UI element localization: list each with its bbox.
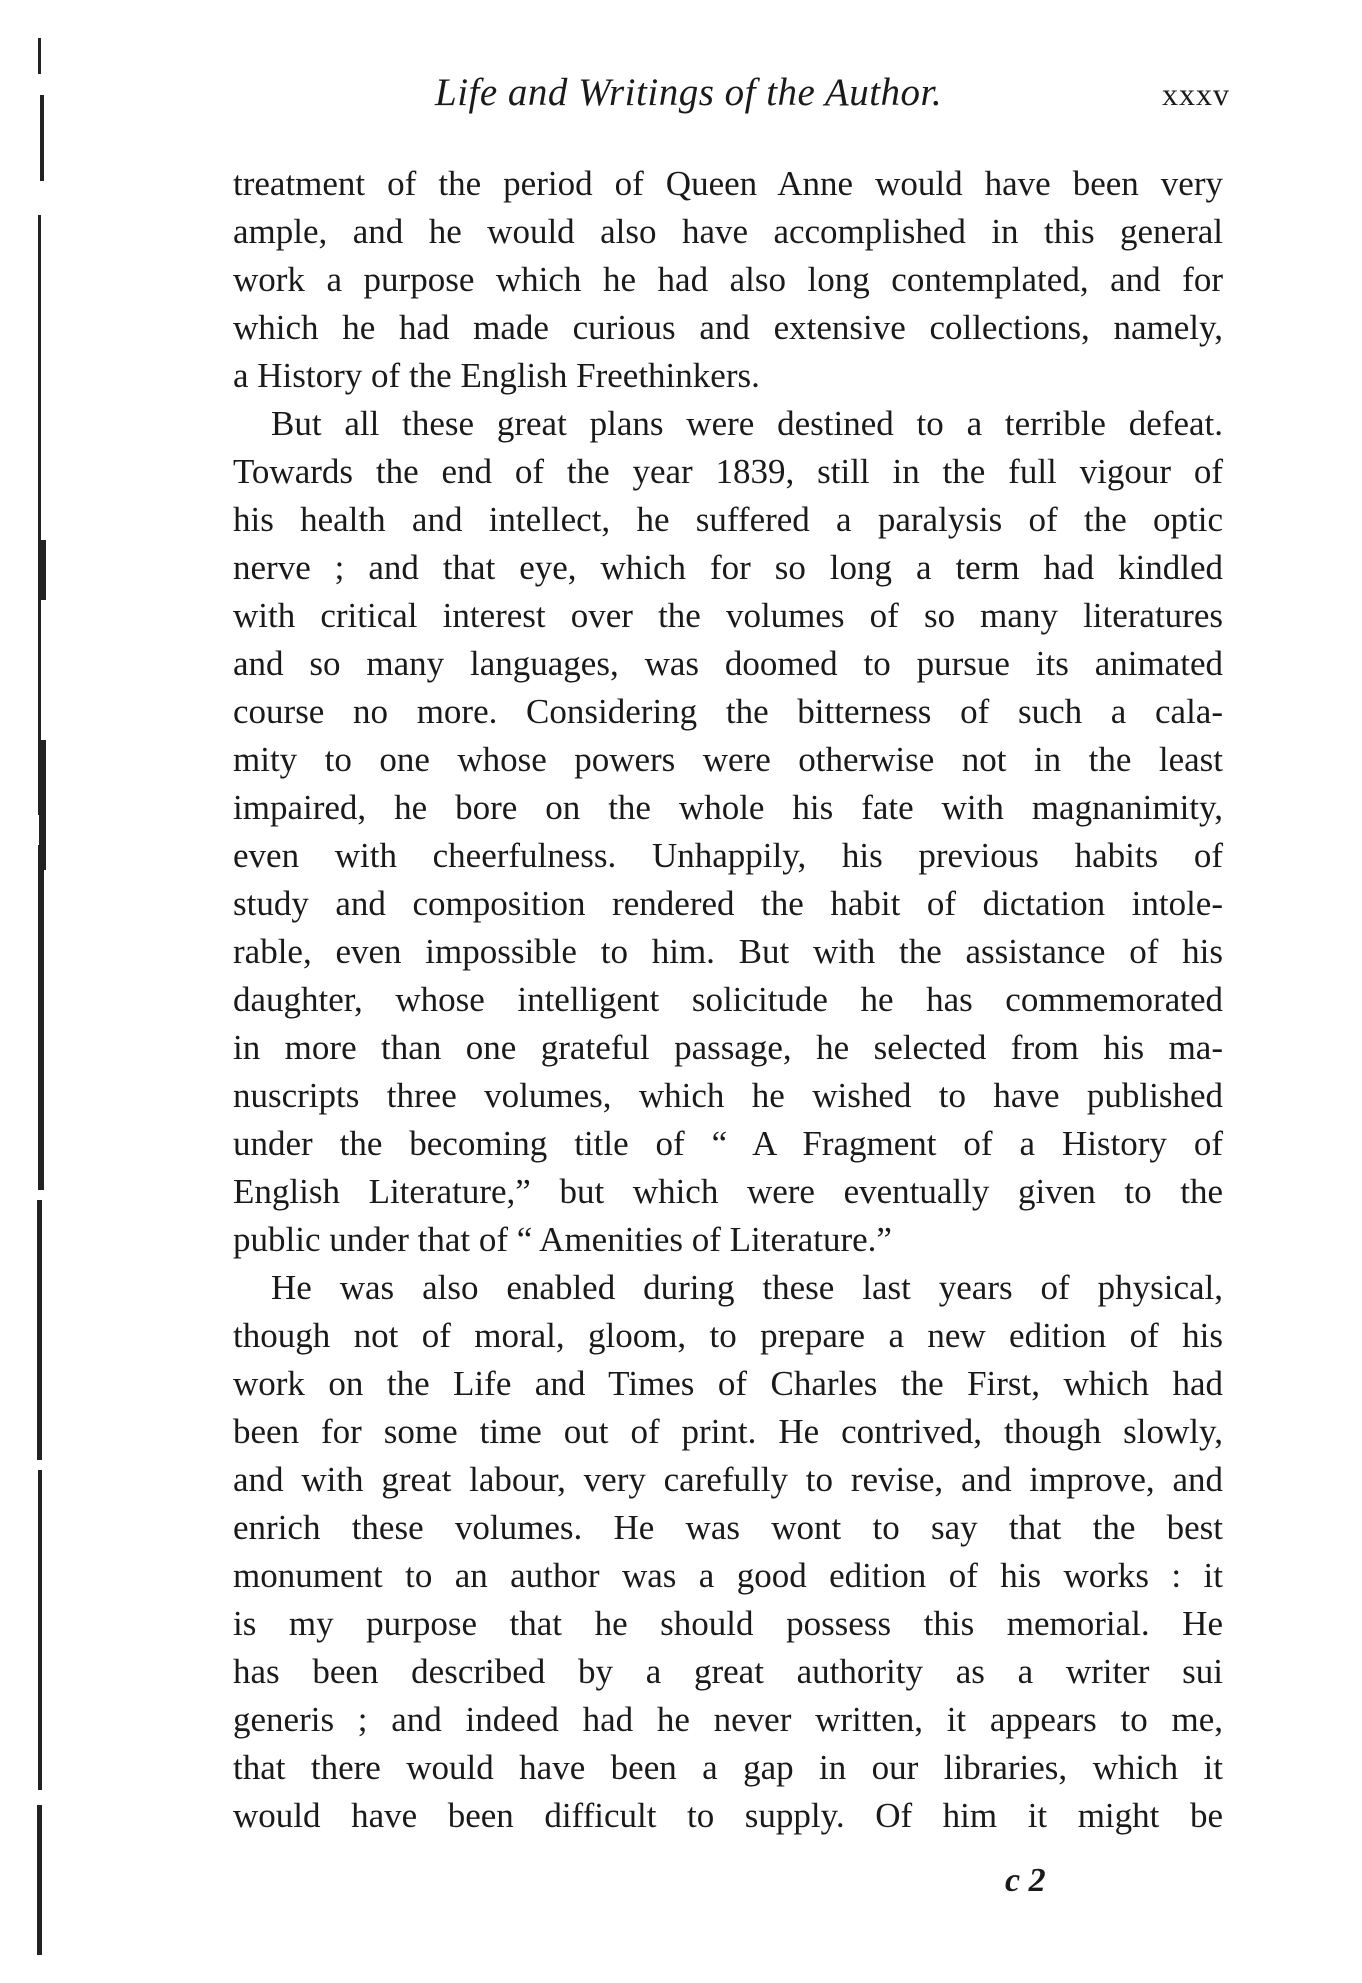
binding-edge-mark xyxy=(37,1200,42,1460)
binding-edge-mark xyxy=(38,845,44,1190)
text-line: ample, and he would also have accomplished in this general xyxy=(233,212,1223,251)
text-line: mity to one whose powers were otherwise not in the least xyxy=(233,740,1223,779)
text-line: and with great labour, very carefully to revise, and improve, and xyxy=(233,1460,1223,1499)
text-line: and so many languages, was doomed to pursue its animated xyxy=(233,644,1223,683)
paragraph-3 xyxy=(233,1264,1223,1840)
binding-edge-mark xyxy=(40,95,44,181)
text-line: nerve ; and that eye, which for so long a term had kindled xyxy=(233,548,1223,587)
text-line: But all these great plans were destined to a terrible defeat. xyxy=(271,404,1223,443)
page-number: xxxv xyxy=(1162,76,1230,112)
text-line: daughter, whose intelligent solicitude he has commemorated xyxy=(233,980,1223,1019)
paragraph-1 xyxy=(233,160,1223,400)
text-line: course no more. Considering the bitterness of such a cala- xyxy=(233,692,1223,731)
text-line: under the becoming title of “ A Fragment of a History of xyxy=(233,1124,1223,1163)
text-line: rable, even impossible to him. But with the assistance of his xyxy=(233,932,1223,971)
text-line: impaired, he bore on the whole his fate with magnanimity, xyxy=(233,788,1223,827)
text-line: He was also enabled during these last years of physical, xyxy=(271,1268,1223,1307)
text-line: that there would have been a gap in our libraries, which it xyxy=(233,1748,1223,1787)
text-line: would have been difficult to supply. Of him it might be xyxy=(233,1796,1223,1835)
text-line: nuscripts three volumes, which he wished to have published xyxy=(233,1076,1223,1115)
text-line: which he had made curious and extensive collections, namely, xyxy=(233,308,1223,347)
text-line: has been described by a great authority as a writer sui xyxy=(233,1652,1223,1691)
text-line: his health and intellect, he suffered a paralysis of the optic xyxy=(233,500,1223,539)
text-line: study and composition rendered the habit of dictation intole- xyxy=(233,884,1223,923)
binding-edge-mark xyxy=(38,215,41,815)
text-line: work on the Life and Times of Charles the First, which had xyxy=(233,1364,1223,1403)
text-line: is my purpose that he should possess this memorial. He xyxy=(233,1604,1223,1643)
text-line: public under that of “ Amenities of Literature.” xyxy=(233,1220,892,1259)
text-line: work a purpose which he had also long contemplated, and for xyxy=(233,260,1223,299)
text-line: in more than one grateful passage, he selected from his ma- xyxy=(233,1028,1223,1067)
binding-edge-mark xyxy=(38,1470,42,1790)
text-line: English Literature,” but which were eventually given to the xyxy=(233,1172,1223,1211)
text-line: a History of the English Freethinkers. xyxy=(233,356,760,395)
running-title: Life and Writings of the Author. xyxy=(435,71,943,114)
binding-edge-mark xyxy=(38,38,41,74)
text-line: been for some time out of print. He contrived, though slowly, xyxy=(233,1412,1223,1451)
paragraph-2 xyxy=(233,400,1223,1264)
text-line: with critical interest over the volumes of so many literatures xyxy=(233,596,1223,635)
text-line: monument to an author was a good edition of his works : it xyxy=(233,1556,1223,1595)
text-line: treatment of the period of Queen Anne would have been very xyxy=(233,164,1223,203)
text-line: though not of moral, gloom, to prepare a new edition of his xyxy=(233,1316,1223,1355)
running-head xyxy=(230,70,1230,130)
text-line: Towards the end of the year 1839, still in the full vigour of xyxy=(233,452,1223,491)
binding-edge-mark xyxy=(40,540,46,600)
binding-edge-mark xyxy=(37,1805,42,1955)
body-text xyxy=(233,160,1223,1840)
text-line: even with cheerfulness. Unhappily, his previous habits of xyxy=(233,836,1223,875)
text-line: generis ; and indeed had he never written, it appears to me, xyxy=(233,1700,1223,1739)
text-line: enrich these volumes. He was wont to say that the best xyxy=(233,1508,1223,1547)
signature-mark: c 2 xyxy=(1005,1862,1046,1899)
